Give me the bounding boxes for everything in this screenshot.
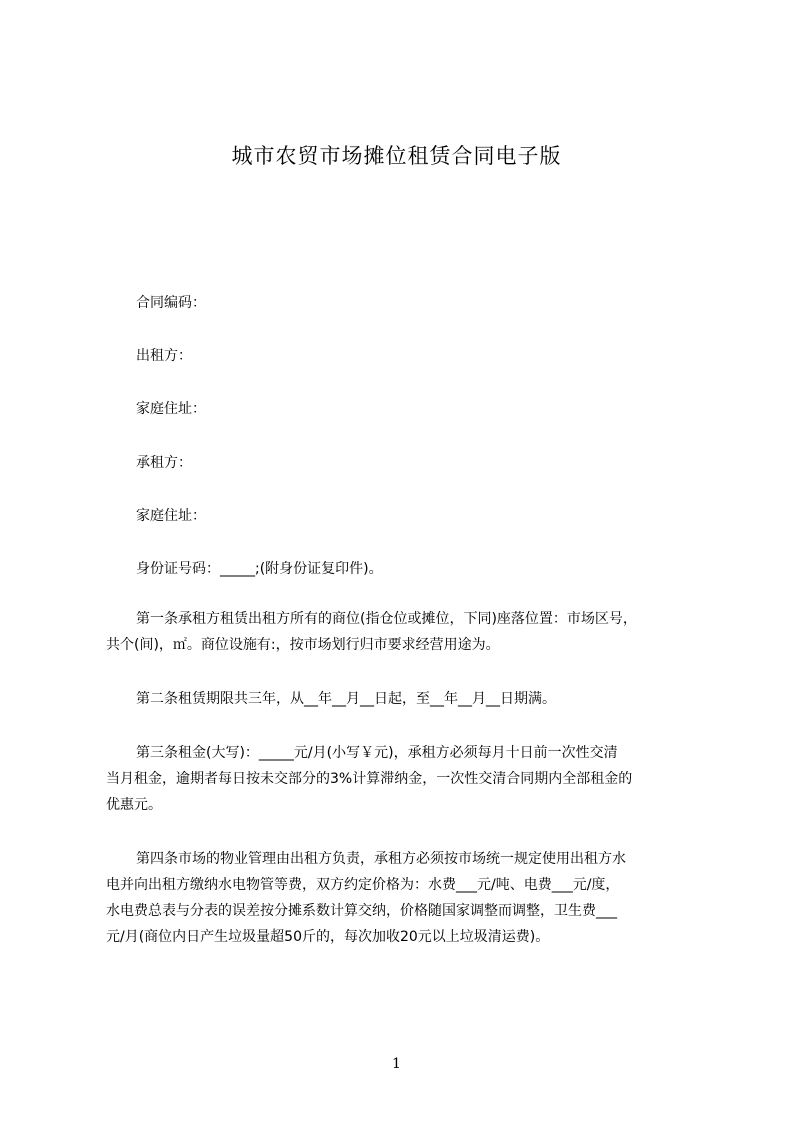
page-number: 1 (392, 1056, 401, 1072)
contract-number-field: 合同编码： (136, 295, 206, 311)
lessee-field: 承租方： (136, 455, 192, 471)
article-4-line-3: 水电费总表与分表的误差按分摊系数计算交纳，价格随国家调整而调整，卫生费___ (106, 903, 617, 919)
article-1 (106, 606, 704, 658)
document-title: 城市农贸市场摊位租赁合同电子版 (231, 144, 562, 168)
article-1-line-2: 共个(间)，㎡。商位设施有:，按市场划行归市要求经营用途为。 (106, 637, 500, 653)
article-2-line-1: 第二条租赁期限共三年，从__年__月__日起，至__年__月__日期满。 (136, 691, 556, 707)
article-3 (106, 740, 704, 818)
article-4-line-4: 元/月(商位内日产生垃圾量超50斤的，每次加收20元以上垃圾清运费)。 (106, 929, 550, 945)
article-3-line-3: 优惠元。 (106, 797, 162, 813)
article-4-line-1: 第四条市场的物业管理由出租方负责，承租方必须按市场统一规定使用出租方水 (136, 851, 626, 867)
article-4-line-2: 电并向出租方缴纳水电物管等费，双方约定价格为：水费___元/吨、电费___元/度， (106, 877, 620, 893)
lessee-address-field: 家庭住址： (136, 508, 206, 524)
article-2 (106, 686, 704, 712)
lessor-field: 出租方： (136, 348, 192, 364)
article-1-line-1: 第一条承租方租赁出租方所有的商位(指仓位或摊位，下同)座落位置：市场区号， (136, 611, 637, 627)
article-3-line-2: 当月租金，逾期者每日按未交部分的3%计算滞纳金，一次性交清合同期内全部租金的 (106, 771, 633, 787)
id-number-field: 身份证号码：_____;(附身份证复印件)。 (136, 561, 383, 577)
article-4 (106, 846, 704, 950)
lessor-address-field: 家庭住址： (136, 401, 206, 417)
article-3-line-1: 第三条租金(大写)：_____元/月(小写￥元)，承租方必须每月十日前一次性交清 (136, 745, 618, 761)
